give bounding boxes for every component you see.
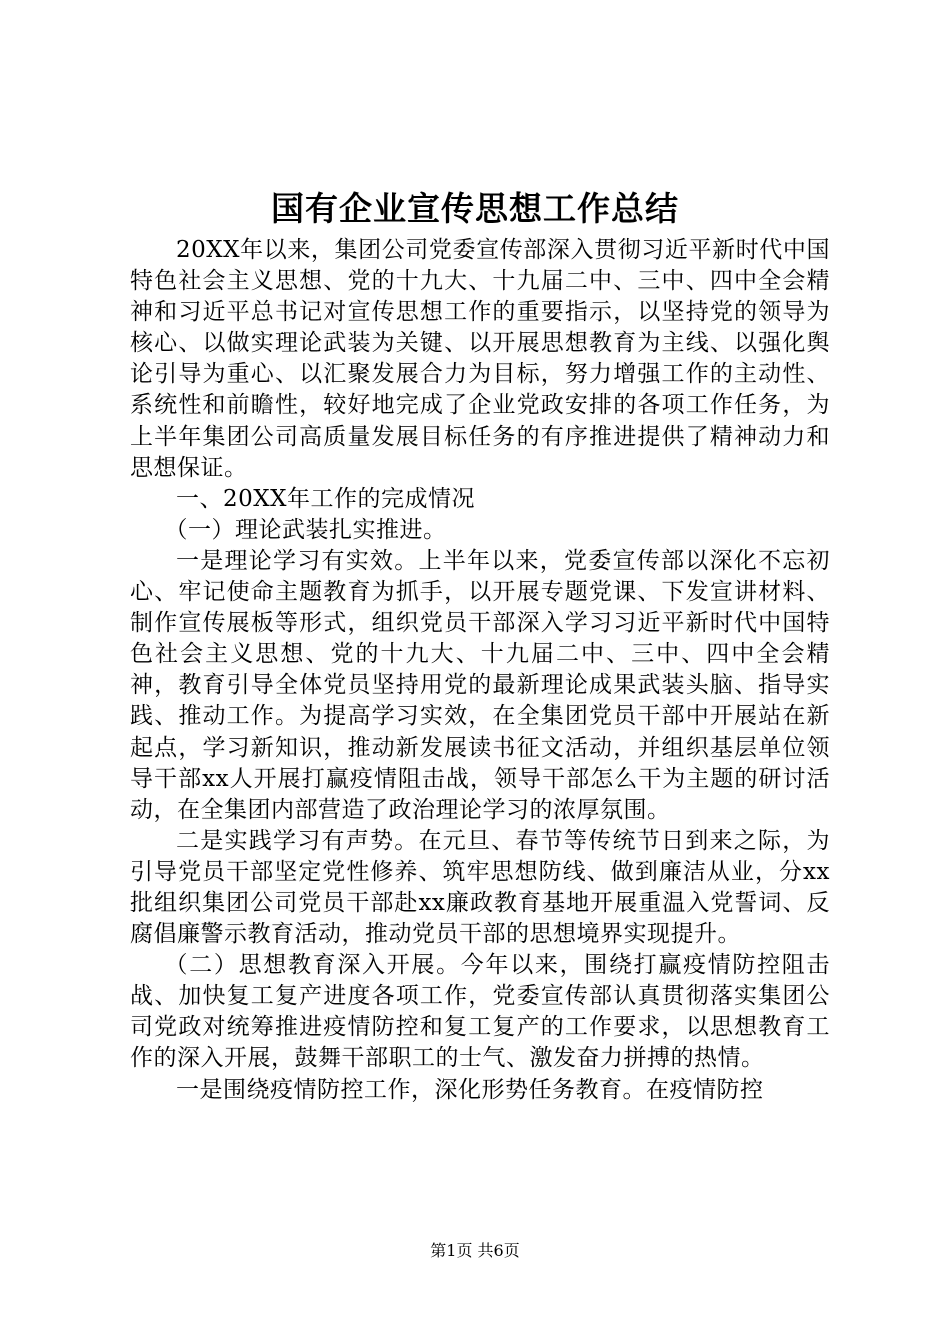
paragraph-intro: 20XX年以来，集团公司党委宣传部深入贯彻习近平新时代中国特色社会主义思想、党的十九大、十九届二中、三中、四中全会精神和习近平总书记对宣传思想工作的重要指示，以坚持党的领导为核心、以做实理论武装为关键、以开展思想教育为主线、以强化舆论引导为重心、以汇聚发展合力为目标，努力增强工作的主动性、系统性和前瞻性，较好地完成了企业党政安排的各项工作任务，为上半年集团公司高质量发展目标任务的有序推进提供了精神动力和思想保证。: [130, 237, 830, 481]
paragraph-epidemic-education: 一是围绕疫情防控工作，深化形势任务教育。在疫情防控: [176, 1076, 764, 1103]
paragraph-practice-study: 二是实践学习有声势。在元旦、春节等传统节日到来之际，为引导党员干部坚定党性修养、筑牢思想防线、做到廉洁从业，分xx批组织集团公司党员干部赴xx廉政教育基地开展重温入党誓词、反腐倡廉警示教育活动，推动党员干部的思想境界实现提升。: [130, 827, 830, 948]
paragraph-ideological-education: （二）思想教育深入开展。今年以来，围绕打赢疫情防控阻击战、加快复工复产进度各项工作，党委宣传部认真贯彻落实集团公司党政对统筹推进疫情防控和复工复产的工作要求，以思想教育工作的深入开展，鼓舞干部职工的士气、激发奋力拼搏的热情。: [130, 952, 830, 1072]
section-heading-1: 一、20XX年工作的完成情况: [176, 485, 476, 512]
paragraph-theory-study: 一是理论学习有实效。上半年以来，党委宣传部以深化不忘初心、牢记使命主题教育为抓手，以开展专题党课、下发宣讲材料、制作宣传展板等形式，组织党员干部深入学习习近平新时代中国特色社会主义思想、党的十九大、十九届二中、三中、四中全会精神，教育引导全体党员坚持用党的最新理论成果武装头脑、指导实践、推动工作。为提高学习实效，在全集团党员干部中开展站在新起点，学习新知识，推动新发展读书征文活动，并组织基层单位领导干部xx人开展打赢疫情阻击战，领导干部怎么干为主题的研讨活动，在全集团内部营造了政治理论学习的浓厚氛围。: [130, 547, 830, 823]
document-title: 国有企业宣传思想工作总结: [271, 189, 679, 228]
page-number-footer: 第1页 共6页: [430, 1241, 520, 1260]
subsection-heading-1: （一）理论武装扎实推进。: [164, 516, 447, 543]
document-body: [130, 235, 830, 1106]
